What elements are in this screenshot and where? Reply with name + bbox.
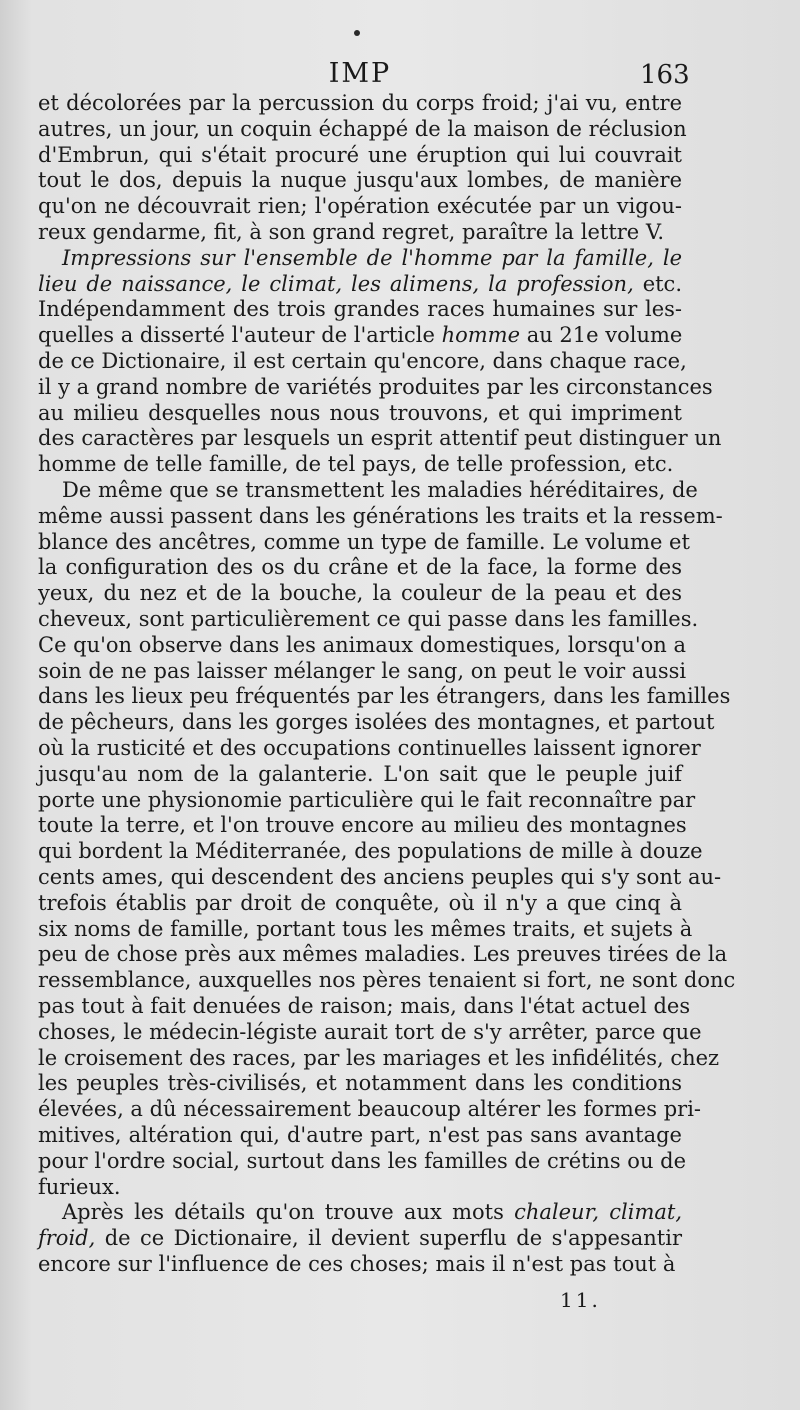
text-line <box>38 374 713 400</box>
text-line <box>38 1122 682 1148</box>
running-header: IMP <box>328 58 392 89</box>
line-text-tail: de ce Dictionaire, il devient superflu de s'appesantir <box>95 1226 682 1251</box>
text-line <box>38 400 682 426</box>
line-text: d'Embrun, qui s'était procuré une éruption qui lui couvrait <box>38 142 682 167</box>
line-text: trefois établis par droit de conquête, où il n'y a que cinq à <box>38 890 682 915</box>
line-italic-text: homme <box>441 323 521 348</box>
line-text: Indépendamment des trois grandes races humaines sur les- <box>38 297 682 322</box>
line-text: porte une physionomie particulière qui le fait reconnaître par <box>38 787 696 812</box>
line-text: peu de chose près aux mêmes maladies. Les preuves tirées de la <box>38 942 728 967</box>
line-italic-text: chaleur, climat, <box>514 1200 682 1225</box>
text-line <box>38 967 736 993</box>
text-line <box>38 709 715 735</box>
text-line <box>38 580 682 606</box>
text-line <box>38 1096 702 1122</box>
line-text: des caractères par lesquels un esprit attentif peut distinguer un <box>38 426 722 451</box>
line-text: reux gendarme, fit, à son grand regret, paraître la lettre V. <box>38 220 665 244</box>
text-line <box>38 941 728 967</box>
line-text: de pêcheurs, dans les gorges isolées des montagnes, et partout <box>38 710 715 735</box>
text-line <box>38 296 682 322</box>
text-line <box>38 1148 687 1174</box>
text-line <box>38 554 682 580</box>
line-text: blance des ancêtres, comme un type de famille. Le volume et <box>38 529 690 554</box>
line-italic-text: lieu de naissance, le climat, les alimens, la profession, <box>38 271 634 296</box>
text-line <box>38 116 687 142</box>
line-text: les peuples très-civilisés, et notamment dans les conditions <box>38 1071 682 1096</box>
text-line <box>38 761 682 787</box>
text-line <box>38 425 722 451</box>
text-line <box>38 142 682 168</box>
line-text: la configuration des os du crâne et de la face, la forme des <box>38 555 682 580</box>
text-line <box>38 1045 720 1071</box>
text-line <box>38 787 696 813</box>
line-text: homme de telle famille, de tel pays, de telle profession, etc. <box>38 452 674 477</box>
line-text: et décolorées par la percussion du corps froid; j'ai vu, entre <box>38 91 682 115</box>
text-line <box>38 271 682 297</box>
text-line <box>38 322 682 348</box>
text-line <box>38 606 699 632</box>
line-italic-text: Impressions sur l'ensemble de l'homme par la famille, le <box>62 245 682 270</box>
text-line <box>38 683 731 709</box>
line-text: qu'on ne découvrait rien; l'opération exécutée par un vigou- <box>38 194 682 219</box>
page-number: 163 <box>640 60 690 90</box>
text-line <box>38 1199 682 1225</box>
line-text: six noms de famille, portant tous les mêmes traits, et sujets à <box>38 916 693 941</box>
text-line <box>38 1251 682 1277</box>
line-text: le croisement des races, par les mariages et les infidélités, chez <box>38 1045 720 1070</box>
line-text: Ce qu'on observe dans les animaux domestiques, lorsqu'on a <box>38 632 686 657</box>
line-text: furieux. <box>38 1174 121 1199</box>
line-text: dans les lieux peu fréquentés par les étrangers, dans les familles <box>38 684 731 709</box>
text-line <box>38 1070 682 1096</box>
line-text: cents ames, qui descendent des anciens peuples qui s'y sont au- <box>38 865 722 889</box>
line-text: élevées, a dû nécessairement beaucoup altérer les formes pri- <box>38 1097 702 1122</box>
text-line <box>38 529 690 555</box>
line-text: qui bordent la Méditerranée, des populations de mille à douze <box>38 839 703 864</box>
signature-mark: 11. <box>560 1288 601 1312</box>
text-line <box>38 838 703 864</box>
line-text: tout le dos, depuis la nuque jusqu'aux lombes, de manière <box>38 168 682 193</box>
text-line <box>38 658 687 684</box>
line-text: il y a grand nombre de variétés produites par les circonstances <box>38 374 713 399</box>
line-text: quelles a disserté l'auteur de l'article <box>38 323 442 348</box>
text-line <box>38 1225 682 1251</box>
line-text: De même que se transmettent les maladies héréditaires, de <box>62 478 698 502</box>
line-text: mitives, altération qui, d'autre part, n'est pas sans avantage <box>38 1123 682 1147</box>
text-line <box>38 890 682 916</box>
text-line <box>38 348 687 374</box>
text-line <box>38 193 682 219</box>
line-text: jusqu'au nom de la galanterie. L'on sait que le peuple juif <box>38 761 682 786</box>
line-text: encore sur l'influence de ces choses; mais il n'est pas tout à <box>38 1252 676 1276</box>
text-line <box>38 1174 682 1200</box>
line-italic-text: froid, <box>38 1226 96 1251</box>
line-text: choses, le médecin-légiste aurait tort de s'y arrêter, parce que <box>38 1019 702 1044</box>
line-text-tail: au 21e volume <box>520 323 683 348</box>
text-line <box>38 503 723 529</box>
line-text: soin de ne pas laisser mélanger le sang, on peut le voir aussi <box>38 658 687 683</box>
text-line <box>38 916 693 942</box>
text-line <box>38 993 691 1019</box>
text-line <box>38 451 682 477</box>
text-line <box>38 812 687 838</box>
line-text: au milieu desquelles nous nous trouvons, et qui impriment <box>38 400 682 425</box>
line-text: yeux, du nez et de la bouche, la couleur de la peau et des <box>38 581 682 606</box>
line-text: ressemblance, auxquelles nos pères tenaient si fort, ne sont donc <box>38 968 736 993</box>
line-text: où la rusticité et des occupations continuelles laissent ignorer <box>38 736 701 760</box>
line-text: Après les détails qu'on trouve aux mots <box>62 1200 515 1225</box>
text-line <box>38 735 701 761</box>
text-line <box>38 1019 702 1045</box>
line-text: même aussi passent dans les générations les traits et la ressem- <box>38 503 723 528</box>
text-line <box>38 864 722 890</box>
line-text: autres, un jour, un coquin échappé de la maison de réclusion <box>38 116 687 141</box>
decorative-dot <box>354 30 360 36</box>
text-line <box>38 632 686 658</box>
line-text-tail: etc. <box>633 271 682 296</box>
text-line <box>38 167 682 193</box>
line-text: pas tout à fait denuées de raison; mais, dans l'état actuel des <box>38 994 691 1018</box>
text-line <box>38 219 682 245</box>
text-line <box>38 477 698 503</box>
line-text: toute la terre, et l'on trouve encore au milieu des montagnes <box>38 813 687 838</box>
text-line <box>38 90 682 116</box>
text-line <box>38 245 682 271</box>
line-text: cheveux, sont particulièrement ce qui passe dans les familles. <box>38 607 699 631</box>
line-text: pour l'ordre social, surtout dans les familles de crétins ou de <box>38 1148 687 1173</box>
line-text: de ce Dictionaire, il est certain qu'encore, dans chaque race, <box>38 349 687 373</box>
